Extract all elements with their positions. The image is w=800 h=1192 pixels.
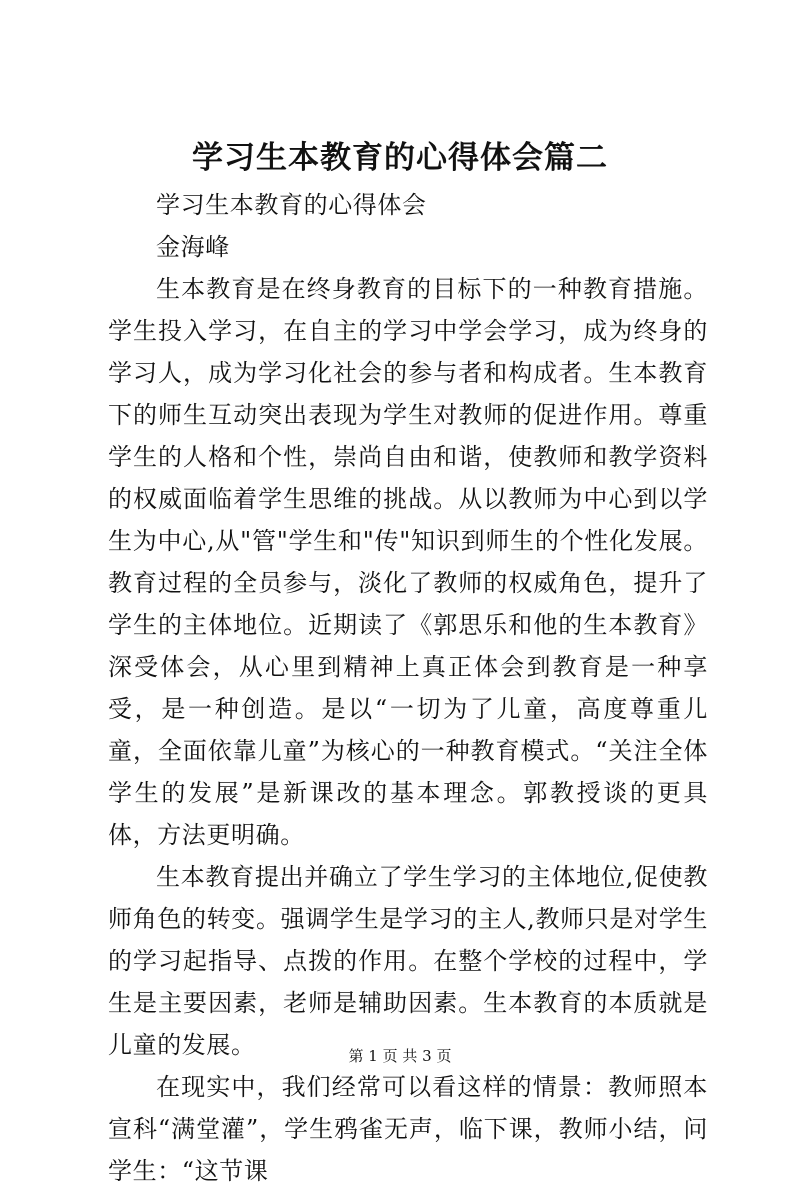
page-footer: 第 1 页 共 3 页 (348, 1047, 452, 1065)
body-paragraph-2: 生本教育提出并确立了学生学习的主体地位,促使教师角色的转变。强调学生是学习的主人,教师只是对学生的学习起指导、点拨的作用。在整个学校的过程中，学生是主要因素，老师是辅助因素。生本教育的本质就是儿童的发展。 (108, 863, 708, 1059)
author-line: 金海峰 (156, 233, 230, 261)
document-body (108, 184, 708, 1192)
document-title: 学习生本教育的心得体会篇二 (192, 140, 608, 176)
body-paragraph-3: 在现实中，我们经常可以看这样的情景：教师照本宣科“满堂灌”，学生鸦雀无声，临下课，教师小结，问学生：“这节课 (108, 1073, 708, 1185)
subtitle-line: 学习生本教育的心得体会 (156, 191, 427, 219)
body-paragraph-1: 生本教育是在终身教育的目标下的一种教育措施。学生投入学习，在自主的学习中学会学习，成为终身的学习人，成为学习化社会的参与者和构成者。生本教育下的师生互动突出表现为学生对教师的促进作用。尊重学生的人格和个性，崇尚自由和谐，使教师和教学资料的权威面临着学生思维的挑战。从以教师为中心到以学生为中心,从"管"学生和"传"知识到师生的个性化发展。教育过程的全员参与，淡化了教师的权威角色，提升了学生的主体地位。近期读了《郭思乐和他的生本教育》深受体会，从心里到精神上真正体会到教育是一种享受，是一种创造。是以“一切为了儿童，高度尊重儿童，全面依靠儿童”为核心的一种教育模式。“关注全体学生的发展”是新课改的基本理念。郭教授谈的更具体，方法更明确。 (108, 275, 708, 849)
